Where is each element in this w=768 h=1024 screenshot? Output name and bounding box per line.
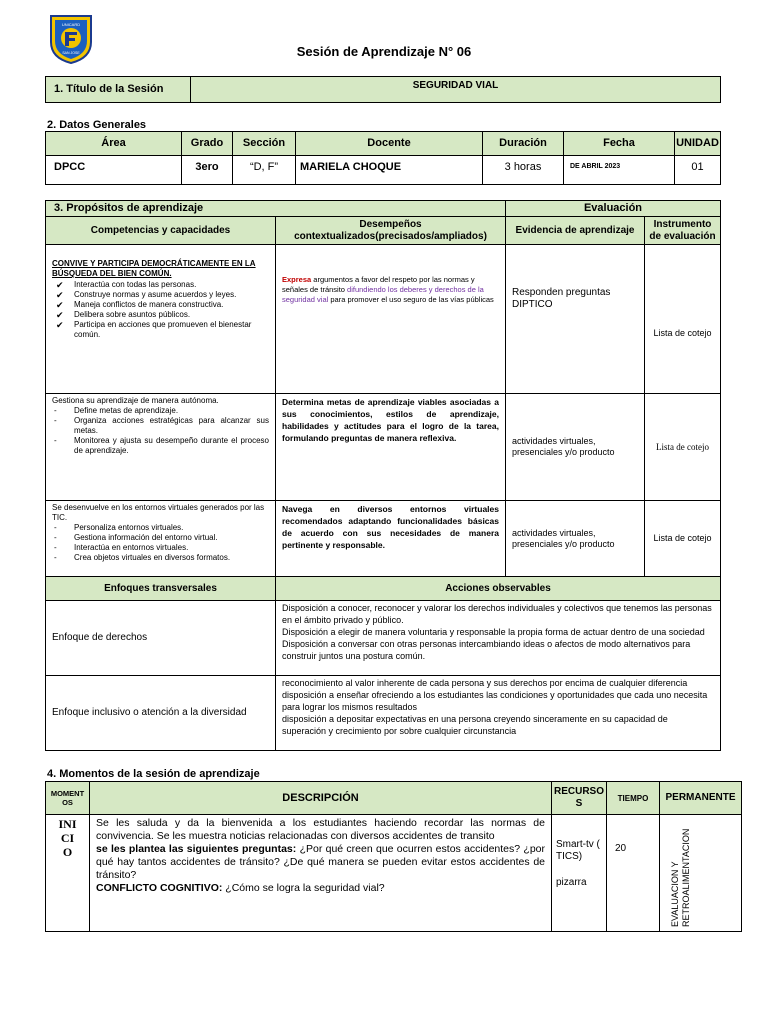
instrumento-2: Lista de cotejo [645,394,721,501]
inicio-recursos-2: pizarra [556,877,587,888]
inicio-tiempo: 20 [607,815,660,932]
header-area: Área [46,132,182,156]
inicio-descripcion [90,815,552,932]
evidencia-3: actividades virtuales, presenciales y/o producto [506,501,645,577]
acciones-inclusivo [276,676,721,751]
value-duracion: 3 horas [483,156,564,185]
purposes-table [45,200,721,751]
competencia-3 [46,501,276,577]
header-competencias: Competencias y capacidades [46,217,276,245]
competencia-2-item: - Define metas de aprendizaje. [74,406,269,416]
acciones-derechos [276,601,721,676]
header-desempenos: Desempeños contextualizados(precisados/ampliados) [276,217,506,245]
competencia-2-item: - Organiza acciones estratégicas para alcanzar sus metas. [74,416,269,436]
desempeno-1 [276,245,506,394]
header-docente: Docente [296,132,483,156]
header-momentos: MOMENTOS [46,782,90,815]
acciones-header: Acciones observables [276,577,721,601]
header-fecha: Fecha [564,132,675,156]
competencia-3-item: - Gestiona información del entorno virtual. [74,533,269,543]
competencia-1-title: CONVIVE Y PARTICIPA DEMOCRÁTICAMENTE EN LA BÚSQUEDA DEL BIEN COMÚN. [52,259,256,278]
competencia-1-item: ✔ Interactúa con todas las personas. [74,280,269,290]
evidencia-2: actividades virtuales, presenciales y/o producto [506,394,645,501]
competencia-3-item: - Personaliza entornos virtuales. [74,523,269,533]
competencia-3-title: Se desenvuelve en los entornos virtuales generados por las TIC. [52,503,265,522]
inicio-recursos [552,815,607,932]
header-grado: Grado [182,132,233,156]
accion-line: Disposición a conocer, reconocer y valorar los derechos individuales y colectivos que tenemos las personas en el ámbito privado y público. [282,603,712,625]
desempeno-1-end: para promover el uso seguro de las vías públicas [328,295,494,304]
desempeno-2: Determina metas de aprendizaje viables asociadas a sus conocimientos, estilos de aprendizaje, habilidades y actitudes para el logro de la tarea, formulando preguntas de manera reflexiva. [276,394,506,501]
competencia-1-item: ✔ Construye normas y asume acuerdos y leyes. [74,290,269,300]
inicio-p3-bold: CONFLICTO COGNITIVO: [96,882,223,894]
session-title-value: SEGURIDAD VIAL [191,77,721,103]
competencia-3-item: - Crea objetos virtuales en diversos formatos. [74,553,269,563]
inicio-permanente-cell [660,815,742,932]
value-area: DPCC [46,156,182,185]
enfoque-inclusivo: Enfoque inclusivo o atención a la diversidad [46,676,276,751]
desempeno-1-verb: Expresa [282,275,312,284]
accion-line: Disposición a elegir de manera voluntaria y responsable la propia forma de actuar dentro de una sociedad [282,627,705,637]
value-grado: 3ero [182,156,233,185]
header-recursos: RECURSOS [552,782,607,815]
accion-line: disposición a enseñar ofreciendo a los estudiantes las condiciones y oportunidades que cada uno necesita para lograr los mismos resultados [282,690,708,712]
accion-line: Disposición a conversar con otras personas intercambiando ideas o afectos de modo alternativos para construir juntos una postura común. [282,639,691,661]
competencia-1 [46,245,276,394]
desempeno-3: Navega en diversos entornos virtuales recomendados adaptando funcionalidades básicas de acuerdo con sus necesidades de manera pertinente y responsable. [276,501,506,577]
section4-label: 4. Momentos de la sesión de aprendizaje [47,768,260,780]
value-docente: MARIELA CHOQUE [296,156,483,185]
page-title: Sesión de Aprendizaje N° 06 [296,44,472,59]
general-data-table [45,131,721,185]
header-evidencia: Evidencia de aprendizaje [506,217,645,245]
value-seccion: “D, F” [233,156,296,185]
competencia-1-item: ✔ Participa en acciones que promueven el bienestar común. [74,320,269,340]
competencia-2 [46,394,276,501]
header-tiempo: TIEMPO [607,782,660,815]
moment-inicio: INICIO [46,815,90,932]
enfoque-derechos: Enfoque de derechos [46,601,276,676]
header-duracion: Duración [483,132,564,156]
evidencia-1: Responden preguntas DIPTICO [506,245,645,394]
instrumento-3: Lista de cotejo [645,501,721,577]
inicio-p2: ¿Por qué creen que ocurren estos accidentes? ¿por qué hay tantos accidentes de tránsito? ¿De qué manera se pueden evitar estos accidentes de tránsito? [96,843,545,881]
competencia-3-item: - Interactúa en entornos virtuales. [74,543,269,553]
section3-label: 3. Propósitos de aprendizaje [46,201,506,217]
session-title-label: 1. Título de la Sesión [46,77,191,103]
enfoques-header: Enfoques transversales [46,577,276,601]
logo-top-text: UNICARD [61,22,81,27]
evaluation-label: Evaluación [506,201,721,217]
desempeno-1-highlight: difundiendo los deberes y derechos de la seguridad vial [282,285,484,304]
inicio-p2-bold: se les plantea las siguientes preguntas: [96,843,297,855]
header-descripcion: DESCRIPCIÓN [90,782,552,815]
accion-line: disposición a depositar expectativas en una persona creyendo sinceramente en su capacidad de superación y crecimiento por sobre cualquier circunstancia [282,714,668,736]
value-unidad: 01 [675,156,721,185]
section2-label: 2. Datos Generales [47,119,147,131]
instrumento-1: Lista de cotejo [645,245,721,394]
desempeno-1-text: argumentos a favor del respeto por las normas y señales de tránsito [282,275,475,294]
competencia-2-title: Gestiona su aprendizaje de manera autónoma. [52,396,219,405]
inicio-p3: ¿Cómo se logra la seguridad vial? [222,882,385,894]
value-fecha: DE ABRIL 2023 [564,156,675,185]
header-permanente: PERMANENTE [660,782,742,815]
competencia-2-item: - Monitorea y ajusta su desempeño durante el proceso de aprendizaje. [74,436,269,456]
inicio-p1: Se les saluda y da la bienvenida a los estudiantes haciendo recordar las normas de convivencia. Se les muestra noticias relacionadas con diversos accidentes de transito [96,817,545,842]
inicio-recursos-1: Smart-tv ( TICS) [556,839,600,862]
competencia-1-item: ✔ Delibera sobre asuntos públicos. [74,310,269,320]
header-instrumento: Instrumento de evaluación [645,217,721,245]
competencia-1-item: ✔ Maneja conflictos de manera constructiva. [74,300,269,310]
logo-bottom-text: SAN JOSE [62,51,80,55]
header-seccion: Sección [233,132,296,156]
session-title-table [45,76,721,103]
moments-table [45,781,742,932]
inicio-permanente: EVALUACION Y RETROALIMENTACION [670,828,691,927]
header-unidad: UNIDAD [675,132,721,156]
accion-line: reconocimiento al valor inherente de cada persona y sus derechos por encima de cualquier diferencia [282,678,688,688]
